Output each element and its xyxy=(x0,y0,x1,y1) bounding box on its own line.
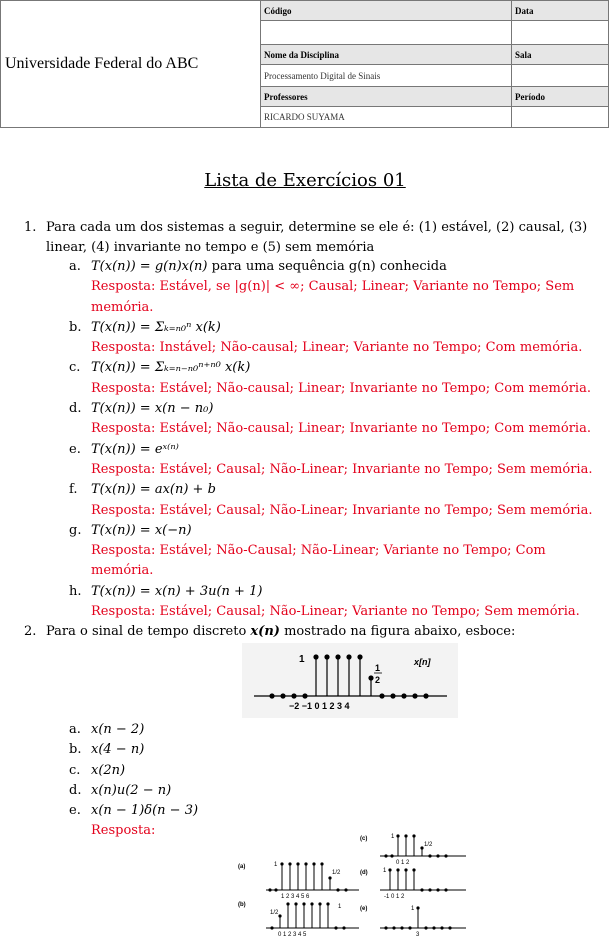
answer-c-half: 1/2 xyxy=(424,842,433,848)
answer-e-one: 1 xyxy=(411,906,415,912)
disciplina-label: Nome da Disciplina xyxy=(261,45,512,65)
data-label: Data xyxy=(512,1,609,21)
stem-n-7 xyxy=(390,693,395,698)
stem-n-neg3 xyxy=(280,693,285,698)
q1-answer-b: Resposta: Instável; Não-causal; Linear; Variante no Tempo; Com memória. xyxy=(91,340,583,356)
answer-b-ticks: 0 1 2 3 4 5 xyxy=(278,932,307,936)
q1-item-c-equation: T(x(n)) = Σₖ₌ₙ₋ₙ₀ⁿ⁺ⁿ⁰ x(k) xyxy=(91,360,251,376)
signal-tick-labels: −2 −1 0 1 2 3 4 xyxy=(289,701,350,711)
question-2 xyxy=(24,622,604,642)
answer-c-one: 1 xyxy=(391,834,395,840)
answer-e-tick: 3 xyxy=(416,932,420,936)
q1-item-a-desc: para uma sequência g(n) conhecida xyxy=(207,259,447,274)
q1-item-b: b. T(x(n)) = Σₖ₌ₙ₀ⁿ x(k) xyxy=(69,319,221,335)
signal-figure xyxy=(242,643,458,718)
q1-item-h: h. T(x(n)) = x(n) + 3u(n + 1) xyxy=(69,583,263,599)
question-2-signal: x(n) xyxy=(250,624,280,639)
q1-answer-g: Resposta: Estável; Não-Causal; Não-Linear; Variante no Tempo; Com memória. xyxy=(91,543,546,579)
answer-a-ticks: 1 2 3 4 5 6 xyxy=(281,894,310,900)
q1-item-a-equation: T(x(n)) = g(n)x(n) xyxy=(91,259,208,274)
answer-b-stems xyxy=(270,902,345,929)
data-value xyxy=(512,21,609,45)
q1-item-g: g. T(x(n)) = x(−n) xyxy=(69,522,192,538)
q1-item-f-equation: T(x(n)) = ax(n) + b xyxy=(91,482,216,498)
stem-n-8 xyxy=(401,693,406,698)
professores-value: RICARDO SUYAMA xyxy=(261,107,512,128)
answer-e-label: (e) xyxy=(360,906,368,912)
question-1 xyxy=(24,218,604,258)
q1-item-b-equation: T(x(n)) = Σₖ₌ₙ₀ⁿ x(k) xyxy=(91,319,221,335)
answer-d-label: (d) xyxy=(360,870,368,876)
professores-label: Professores xyxy=(261,87,512,107)
answer-a-label: (a) xyxy=(238,864,246,870)
q1-answer-c: Resposta: Estável; Não-causal; Linear; Invariante no Tempo; Com memória. xyxy=(91,380,591,396)
q1-item-g-equation: T(x(n)) = x(−n) xyxy=(91,522,192,538)
q1-item-h-equation: T(x(n)) = x(n) + 3u(n + 1) xyxy=(91,583,263,599)
question-1-items xyxy=(69,257,604,622)
q2-item-c: c. x(2n) xyxy=(69,762,126,778)
q2-answer-label: Resposta: xyxy=(91,823,156,839)
q1-item-d: d. T(x(n)) = x(n − n₀) xyxy=(69,401,214,417)
page-title: Lista de Exercícios 01 xyxy=(204,170,406,191)
answer-e-stems xyxy=(384,906,451,929)
answer-d-one: 1 xyxy=(383,868,387,874)
answer-a-stems xyxy=(268,862,347,891)
periodo-value xyxy=(512,107,609,128)
signal-figure-bg xyxy=(242,643,458,718)
q1-answer-d: Resposta: Estável; Não-causal; Linear; Invariante no Tempo; Com memória. xyxy=(91,421,591,437)
q2-item-b: b. x(4 − n) xyxy=(69,742,145,758)
answer-figure xyxy=(234,828,474,936)
stem-n-9 xyxy=(412,693,417,698)
answer-b-label: (b) xyxy=(238,902,246,908)
q1-answer-a-line1: Resposta: Estável, se |g(n)| < ∞; Causal; Linear; Variante no Tempo; Sem xyxy=(91,279,575,295)
q1-item-d-equation: T(x(n)) = x(n − n₀) xyxy=(91,401,214,417)
signal-name-label: x[n] xyxy=(414,657,431,667)
signal-half-den: 2 xyxy=(375,675,381,685)
q1-item-a: a. T(x(n)) = g(n)x(n) para uma sequência g(n) conhecida xyxy=(69,259,447,274)
question-1-number: 1. xyxy=(24,220,37,235)
q1-answer-f: Resposta: Estável; Causal; Não-Linear; Invariante no Tempo; Sem memória. xyxy=(91,502,593,518)
university-name: Universidade Federal do ABC xyxy=(1,1,261,128)
stem-n-neg1 xyxy=(302,693,307,698)
question-1-text: Para cada um dos sistemas a seguir, determine se ele é: (1) estável, (2) causal, (3) linear, (4) invariante no tempo e (5) sem memória xyxy=(46,220,588,255)
stem-n-neg2 xyxy=(291,693,296,698)
answer-b-half: 1/2 xyxy=(270,910,279,916)
header-table xyxy=(0,0,609,128)
stem-n-6 xyxy=(379,693,384,698)
sala-value xyxy=(512,65,609,87)
answer-d-stems xyxy=(388,868,447,891)
stem-n-10 xyxy=(423,693,428,698)
q1-item-c: c. T(x(n)) = Σₖ₌ₙ₋ₙ₀ⁿ⁺ⁿ⁰ x(k) xyxy=(69,360,251,376)
answer-b-one: 1 xyxy=(338,904,342,910)
q1-answer-a-line2: memória. xyxy=(91,299,154,315)
answer-d-ticks: -1 0 1 2 xyxy=(384,894,405,900)
disciplina-value: Processamento Digital de Sinais xyxy=(261,65,512,87)
sala-label: Sala xyxy=(512,45,609,65)
q1-item-e-equation: T(x(n)) = eˣ⁽ⁿ⁾ xyxy=(91,441,179,457)
signal-half-num: 1 xyxy=(375,663,381,673)
q2-item-a: a. x(n − 2) xyxy=(69,722,145,737)
answer-a-half: 1/2 xyxy=(332,870,341,876)
q1-answer-h: Resposta: Estável; Causal; Não-Linear; Variante no Tempo; Sem memória. xyxy=(91,604,580,620)
codigo-label: Código xyxy=(261,1,512,21)
question-2-number: 2. xyxy=(24,624,37,639)
answer-c-ticks: 0 1 2 xyxy=(396,860,410,866)
q1-item-e: e. T(x(n)) = eˣ⁽ⁿ⁾ xyxy=(69,441,179,457)
signal-one-label: 1 xyxy=(299,654,305,665)
q2-item-e: e. x(n − 1)δ(n − 3) xyxy=(69,803,199,819)
answer-a-one: 1 xyxy=(274,862,278,868)
q1-item-f: f. T(x(n)) = ax(n) + b xyxy=(69,482,216,498)
stem-n-neg4 xyxy=(269,693,274,698)
codigo-value xyxy=(261,21,512,45)
question-2-text: Para o sinal de tempo discreto x(n) mostrado na figura abaixo, esboce: xyxy=(46,624,516,639)
q1-answer-e: Resposta: Estável; Causal; Não-Linear; Invariante no Tempo; Sem memória. xyxy=(91,461,593,477)
q2-item-d: d. x(n)u(2 − n) xyxy=(69,782,172,798)
answer-c-label: (c) xyxy=(360,836,368,842)
periodo-label: Período xyxy=(512,87,609,107)
question-2-items xyxy=(69,720,604,842)
